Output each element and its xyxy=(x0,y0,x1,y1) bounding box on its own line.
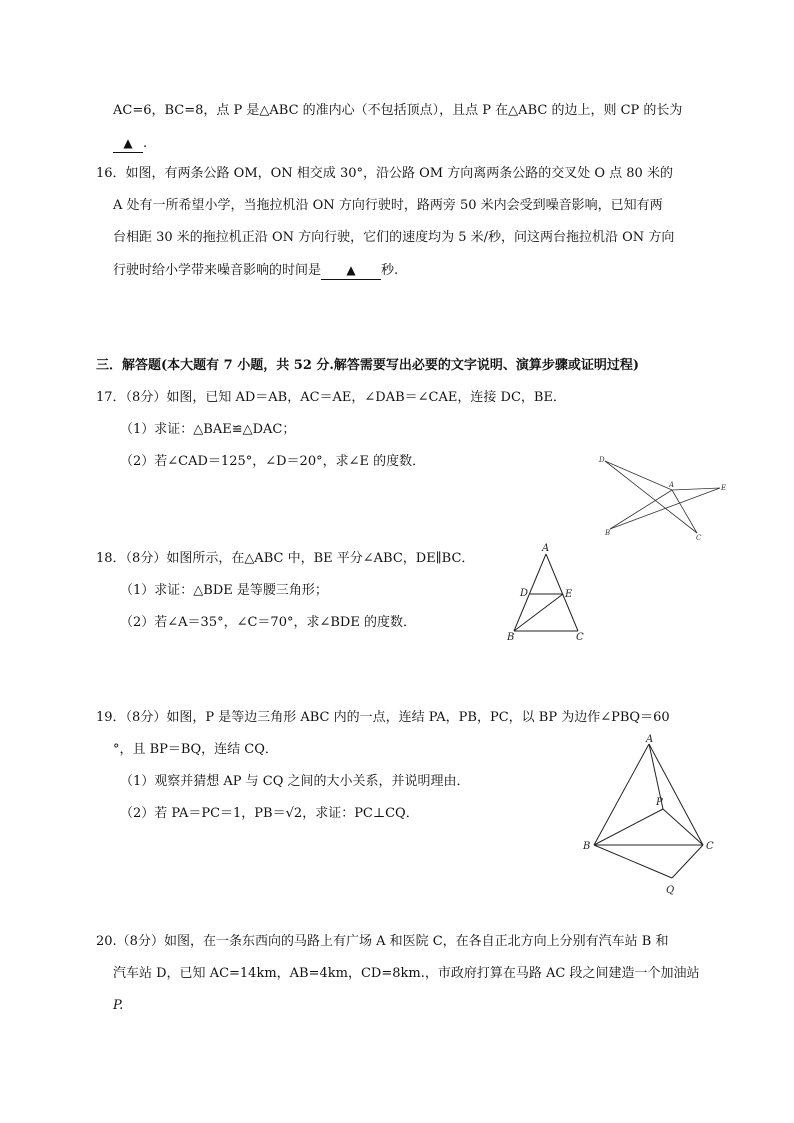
q16-line-2: A 处有一所希望小学，当拖拉机沿 ON 方向行驶时，路两旁 50 米内会受到噪音影响，已知有两 xyxy=(113,198,663,213)
q20-line-2: 汽车站 D，已知 AC=14km，AB=4km，CD=8km.，市政府打算在马路 AC 段之间建造一个加油站 xyxy=(113,966,700,981)
q19-label-a: A xyxy=(646,734,654,745)
q19-stem: 19．（8分）如图，P 是等边三角形 ABC 内的一点，连结 PA，PB，PC，以 BP 为边作∠PBQ＝60 xyxy=(96,710,670,725)
q18-label-b: B xyxy=(507,632,515,643)
q18-label-d: D xyxy=(520,588,529,599)
q18-part-1: （1）求证：△BDE 是等腰三角形； xyxy=(120,583,328,598)
q15-period: . xyxy=(143,136,148,151)
q18-label-e: E xyxy=(565,589,573,600)
q18-part-2: （2）若∠A＝35°，∠C＝70°，求∠BDE 的度数． xyxy=(120,615,416,630)
q20-line-3: P. xyxy=(113,998,124,1013)
q19-radical: √2 xyxy=(285,806,303,821)
blank-marker: ▲ xyxy=(113,134,143,153)
q20-line-1: 20.（8分）如图，在一条东西向的马路上有广场 A 和医院 C，在各自正北方向上分别有汽车站 B 和 xyxy=(96,934,669,949)
q19-part-2-prefix: （2）若 PA＝PC＝1，PB＝ xyxy=(120,806,286,821)
q17-part-1: （1）求证：△BAE≌△DAC； xyxy=(120,422,296,437)
q19-part-1: （1）观察并猜想 AP 与 CQ 之间的大小关系，并说明理由． xyxy=(120,774,470,789)
q19-stem-cont: °，且 BP＝BQ，连结 CQ． xyxy=(113,742,278,757)
q16-line-4 xyxy=(113,261,398,280)
q19-label-p: P xyxy=(656,797,663,808)
q17-part-2: （2）若∠CAD＝125°，∠D＝20°，求∠E 的度数． xyxy=(120,454,426,469)
q19-label-q: Q xyxy=(666,885,675,896)
q18-stem: 18．（8分）如图所示，在△ABC 中，BE 平分∠ABC，DE∥BC． xyxy=(96,551,475,566)
q17-label-a: A xyxy=(669,481,675,489)
q16-last-prefix: 行驶时给小学带来噪音影响的时间是 xyxy=(113,263,322,278)
section-3-title: 三．解答题(本大题有 7 小题，共 52 分.解答需要写出必要的文字说明、演算步骤或证明过程) xyxy=(96,358,640,373)
q18-label-c: C xyxy=(576,632,584,643)
q18-figure xyxy=(500,540,600,645)
q19-part-2-suffix: ，求证：PC⊥CQ． xyxy=(302,806,419,821)
q15-text: AC=6，BC=8，点 P 是△ABC 的准内心（不包括顶点），且点 P 在△ABC 的边上，则 CP 的长为 xyxy=(113,103,683,118)
q17-label-d: D xyxy=(599,456,605,464)
q17-label-c: C xyxy=(696,534,702,542)
q19-label-c: C xyxy=(706,841,714,852)
q17-label-e: E xyxy=(721,484,727,492)
q17-figure xyxy=(595,452,735,542)
q16-last-suffix: 秒. xyxy=(381,263,399,278)
q19-figure xyxy=(580,732,725,902)
q16-line-3: 台相距 30 米的拖拉机正沿 ON 方向行驶，它们的速度均为 5 米/秒，问这两台拖拉机沿 ON 方向 xyxy=(113,230,675,245)
q18-label-a: A xyxy=(542,543,550,554)
q16-answer-blank: ▲ xyxy=(321,261,381,280)
q19-label-b: B xyxy=(583,841,591,852)
q15-answer-blank xyxy=(113,134,147,153)
q19-part-2 xyxy=(120,805,419,823)
q16-line-1: 16．如图，有两条公路 OM，ON 相交成 30°，沿公路 OM 方向离两条公路的交叉处 O 点 80 米的 xyxy=(96,166,673,181)
q17-stem: 17．（8分）如图，已知 AD＝AB，AC＝AE，∠DAB＝∠CAE，连接 DC，BE． xyxy=(96,390,566,405)
q17-label-b: B xyxy=(605,529,611,537)
